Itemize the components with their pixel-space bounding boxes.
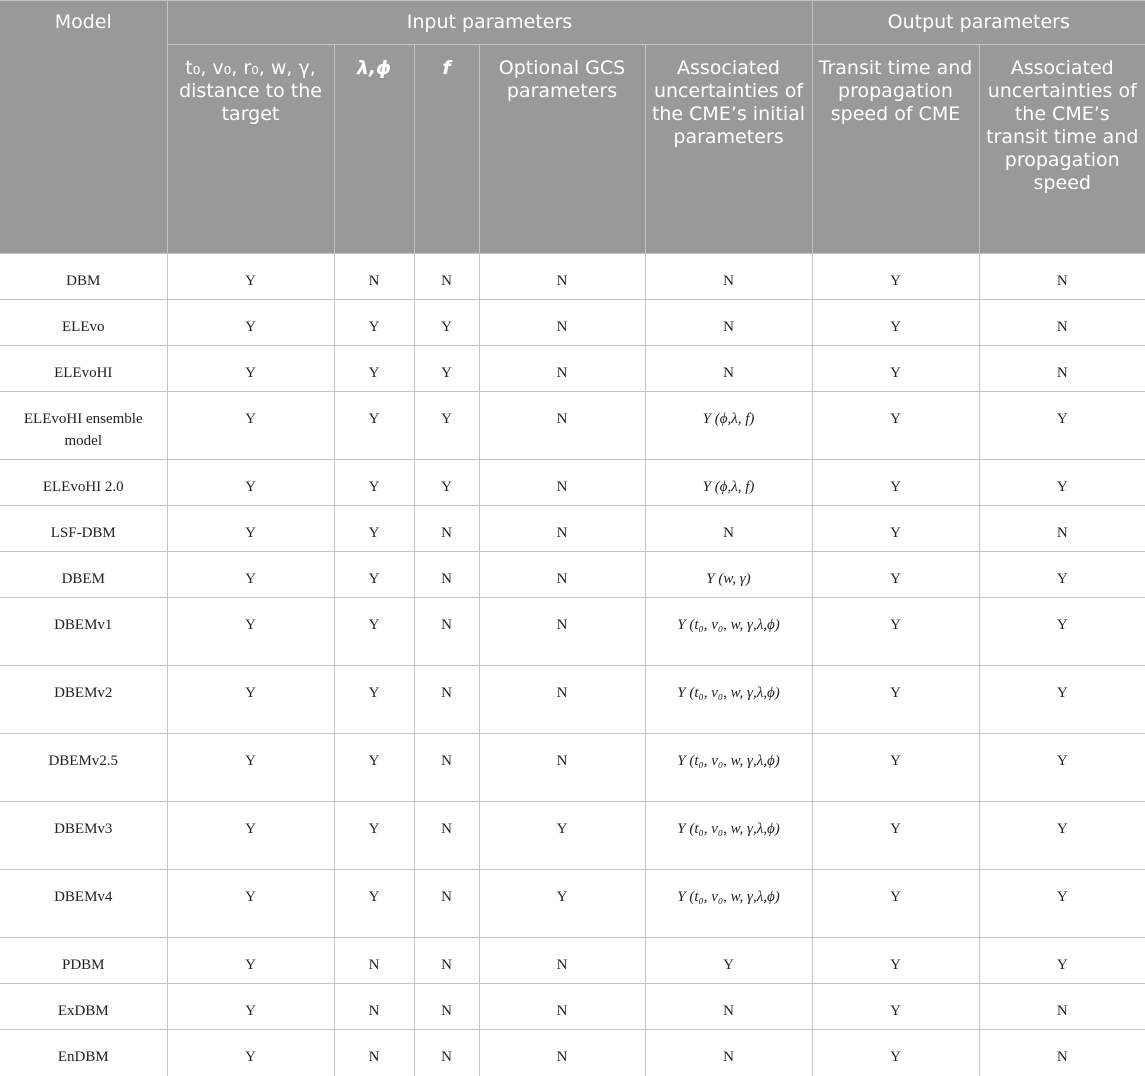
table-body — [0, 254, 1145, 1076]
cell-input-uncertainties: Y (t₀, v₀, w, γ,λ,ϕ) — [645, 734, 812, 802]
header-col-output-uncertainties: Associated uncertainties of the CME’s transit time and propagation speed — [979, 45, 1145, 254]
cell-output-uncertainties: Y — [979, 552, 1145, 598]
cell-lambda-phi: Y — [334, 666, 414, 734]
cell-model: ELEvo — [0, 300, 167, 346]
cell-initial-params: Y — [167, 938, 334, 984]
cell-initial-params: Y — [167, 254, 334, 300]
cell-gcs: N — [479, 346, 645, 392]
table-row — [0, 734, 1145, 802]
cell-initial-params: Y — [167, 870, 334, 938]
cell-gcs: N — [479, 984, 645, 1030]
cell-input-uncertainties: Y (ϕ,λ, f) — [645, 392, 812, 460]
cell-lambda-phi: Y — [334, 552, 414, 598]
cell-lambda-phi: Y — [334, 300, 414, 346]
header-col-gcs: Optional GCS parameters — [479, 45, 645, 254]
cell-model: PDBM — [0, 938, 167, 984]
cell-lambda-phi: Y — [334, 346, 414, 392]
cell-transit-time: Y — [812, 506, 979, 552]
cell-input-uncertainties: Y (t₀, v₀, w, γ,λ,ϕ) — [645, 870, 812, 938]
cell-initial-params: Y — [167, 598, 334, 666]
cell-lambda-phi: N — [334, 254, 414, 300]
cell-initial-params: Y — [167, 734, 334, 802]
cell-input-uncertainties: Y (t₀, v₀, w, γ,λ,ϕ) — [645, 666, 812, 734]
header-col-transit-time: Transit time and propagation speed of CME — [812, 45, 979, 254]
header-output-parameters: Output parameters — [812, 1, 1145, 45]
cell-model: DBEMv3 — [0, 802, 167, 870]
cell-f: N — [414, 802, 479, 870]
cell-initial-params: Y — [167, 984, 334, 1030]
header-col-input-uncertainties: Associated uncertainties of the CME’s initial parameters — [645, 45, 812, 254]
cell-output-uncertainties: Y — [979, 598, 1145, 666]
cell-initial-params: Y — [167, 506, 334, 552]
header-input-parameters: Input parameters — [167, 1, 812, 45]
header-model: Model — [0, 1, 167, 254]
header-col-f: f — [414, 45, 479, 254]
table-row — [0, 254, 1145, 300]
cell-initial-params: Y — [167, 1030, 334, 1076]
cell-transit-time: Y — [812, 870, 979, 938]
cell-initial-params: Y — [167, 346, 334, 392]
cell-input-uncertainties: N — [645, 1030, 812, 1076]
cell-initial-params: Y — [167, 460, 334, 506]
cell-model: DBEMv1 — [0, 598, 167, 666]
table-row — [0, 552, 1145, 598]
cell-lambda-phi: N — [334, 984, 414, 1030]
cell-input-uncertainties: N — [645, 346, 812, 392]
cell-output-uncertainties: Y — [979, 802, 1145, 870]
cell-model: EnDBM — [0, 1030, 167, 1076]
cell-model: ELEvoHI ensemble model — [0, 392, 167, 460]
cell-gcs: N — [479, 460, 645, 506]
cell-initial-params: Y — [167, 300, 334, 346]
cell-lambda-phi: Y — [334, 870, 414, 938]
cell-input-uncertainties: N — [645, 254, 812, 300]
cell-transit-time: Y — [812, 666, 979, 734]
cell-input-uncertainties: Y (t₀, v₀, w, γ,λ,ϕ) — [645, 598, 812, 666]
cell-transit-time: Y — [812, 938, 979, 984]
cell-model: DBM — [0, 254, 167, 300]
cell-gcs: N — [479, 734, 645, 802]
cell-input-uncertainties: Y — [645, 938, 812, 984]
cell-model: ExDBM — [0, 984, 167, 1030]
cell-gcs: N — [479, 938, 645, 984]
cell-transit-time: Y — [812, 300, 979, 346]
cell-f: N — [414, 1030, 479, 1076]
cell-input-uncertainties: Y (w, γ) — [645, 552, 812, 598]
cell-f: Y — [414, 460, 479, 506]
cell-initial-params: Y — [167, 392, 334, 460]
cell-input-uncertainties: Y (ϕ,λ, f) — [645, 460, 812, 506]
cell-transit-time: Y — [812, 552, 979, 598]
cell-output-uncertainties: Y — [979, 460, 1145, 506]
cell-gcs: N — [479, 254, 645, 300]
table-row — [0, 1030, 1145, 1076]
header-col-initial-params: t₀, v₀, r₀, w, γ, distance to the target — [167, 45, 334, 254]
cell-gcs: N — [479, 300, 645, 346]
cell-output-uncertainties: Y — [979, 938, 1145, 984]
cell-transit-time: Y — [812, 802, 979, 870]
cell-transit-time: Y — [812, 460, 979, 506]
cell-gcs: N — [479, 392, 645, 460]
table-row — [0, 506, 1145, 552]
header-col-lambda-phi: λ,ϕ — [334, 45, 414, 254]
cell-output-uncertainties: N — [979, 506, 1145, 552]
table-header — [0, 1, 1145, 254]
cell-initial-params: Y — [167, 666, 334, 734]
cell-gcs: N — [479, 552, 645, 598]
cell-output-uncertainties: N — [979, 254, 1145, 300]
cell-gcs: N — [479, 1030, 645, 1076]
cell-f: Y — [414, 346, 479, 392]
cell-output-uncertainties: N — [979, 984, 1145, 1030]
cell-model: DBEMv2 — [0, 666, 167, 734]
table-row — [0, 870, 1145, 938]
cell-input-uncertainties: N — [645, 984, 812, 1030]
cell-transit-time: Y — [812, 984, 979, 1030]
cell-f: N — [414, 734, 479, 802]
cell-lambda-phi: Y — [334, 802, 414, 870]
table-row — [0, 300, 1145, 346]
cell-lambda-phi: Y — [334, 734, 414, 802]
cell-gcs: N — [479, 506, 645, 552]
cell-model: DBEMv2.5 — [0, 734, 167, 802]
cell-lambda-phi: Y — [334, 598, 414, 666]
cell-transit-time: Y — [812, 346, 979, 392]
cell-f: N — [414, 666, 479, 734]
table-row — [0, 346, 1145, 392]
cell-input-uncertainties: N — [645, 506, 812, 552]
cell-f: N — [414, 552, 479, 598]
cell-f: N — [414, 984, 479, 1030]
cell-lambda-phi: N — [334, 938, 414, 984]
cell-initial-params: Y — [167, 552, 334, 598]
cell-output-uncertainties: N — [979, 1030, 1145, 1076]
table-row — [0, 802, 1145, 870]
cell-f: N — [414, 598, 479, 666]
table-row — [0, 984, 1145, 1030]
cell-gcs: N — [479, 666, 645, 734]
cell-model: DBEM — [0, 552, 167, 598]
cell-transit-time: Y — [812, 734, 979, 802]
cell-f: Y — [414, 392, 479, 460]
cell-output-uncertainties: Y — [979, 870, 1145, 938]
cell-input-uncertainties: Y (t₀, v₀, w, γ,λ,ϕ) — [645, 802, 812, 870]
cell-model: ELEvoHI — [0, 346, 167, 392]
cell-model: ELEvoHI 2.0 — [0, 460, 167, 506]
cell-initial-params: Y — [167, 802, 334, 870]
cell-lambda-phi: Y — [334, 460, 414, 506]
cell-transit-time: Y — [812, 392, 979, 460]
cell-model: DBEMv4 — [0, 870, 167, 938]
cell-transit-time: Y — [812, 598, 979, 666]
table-row — [0, 666, 1145, 734]
cell-f: N — [414, 506, 479, 552]
cell-transit-time: Y — [812, 1030, 979, 1076]
cell-f: N — [414, 870, 479, 938]
cell-output-uncertainties: Y — [979, 392, 1145, 460]
cell-output-uncertainties: N — [979, 346, 1145, 392]
cell-lambda-phi: Y — [334, 506, 414, 552]
cell-output-uncertainties: Y — [979, 666, 1145, 734]
table-row — [0, 460, 1145, 506]
cell-f: Y — [414, 300, 479, 346]
table-row — [0, 392, 1145, 460]
cell-model: LSF-DBM — [0, 506, 167, 552]
cell-gcs: N — [479, 598, 645, 666]
cell-lambda-phi: N — [334, 1030, 414, 1076]
cell-f: N — [414, 254, 479, 300]
cell-f: N — [414, 938, 479, 984]
cell-gcs: Y — [479, 802, 645, 870]
cell-lambda-phi: Y — [334, 392, 414, 460]
cell-gcs: Y — [479, 870, 645, 938]
table-row — [0, 598, 1145, 666]
cell-output-uncertainties: N — [979, 300, 1145, 346]
cell-transit-time: Y — [812, 254, 979, 300]
cell-input-uncertainties: N — [645, 300, 812, 346]
table-row — [0, 938, 1145, 984]
cell-output-uncertainties: Y — [979, 734, 1145, 802]
